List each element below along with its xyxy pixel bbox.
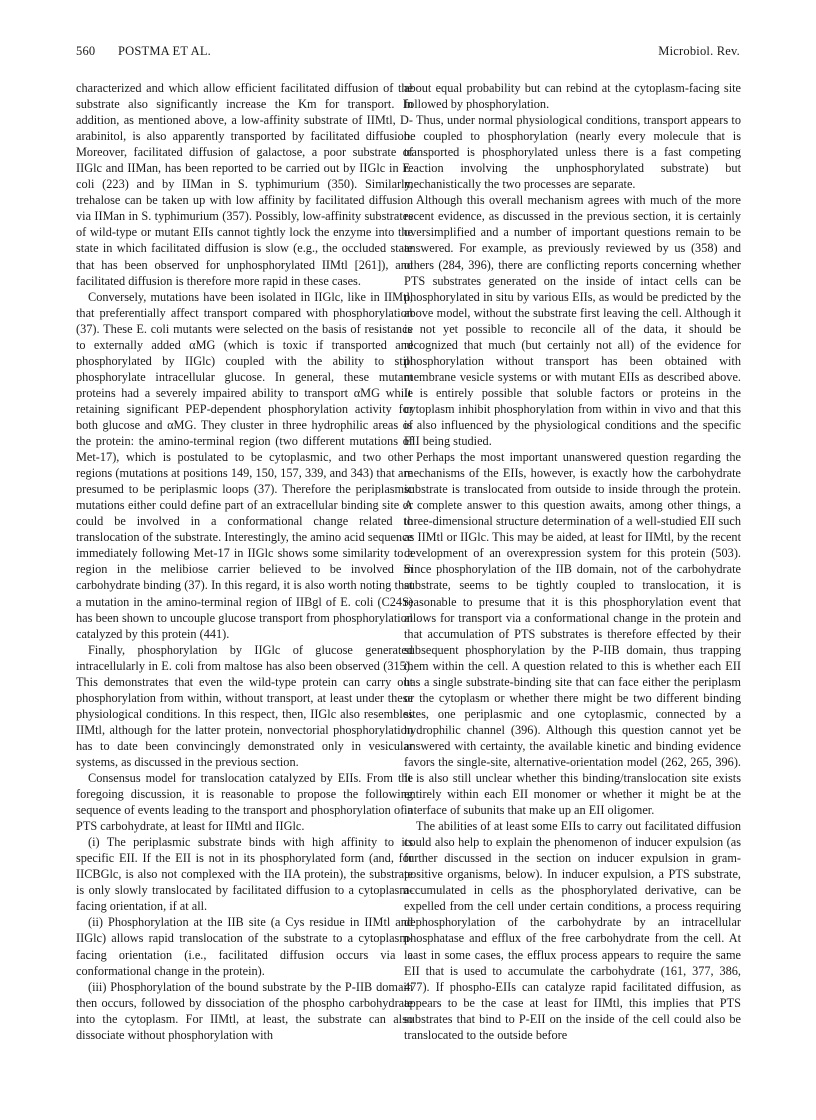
paragraph-consensus-model: Consensus model for translocation catalyzed by EIIs. From the foregoing discussion, it is reasonable to propose the following sequence of events leading to the transport and phosphorylation of a PTS carbohydrate, at least for IIMtl and IIGlc. bbox=[76, 771, 413, 834]
list-item-step-ii: (ii) Phosphorylation at the IIB site (a Cys residue in IIMtl and IIGlc) allows rapid translocation of the substrate to a cytoplasm-facing orientation (i.e., facilitated diffusion occurs via a conformational change in the protein). bbox=[76, 915, 413, 978]
list-item-step-i: (i) The periplasmic substrate binds with high affinity to its specific EII. If the EII is not in its phosphorylated form (and, for IICBGlc, is also not complexed with the IIA protein), the substrate is only slowly translocated by facilitated diffusion to a cytoplasm-facing orientation, if at all. bbox=[76, 835, 413, 914]
paragraph: Thus, under normal physiological conditions, transport appears to be coupled to phosphorylation (nearly every molecule that is transported is phosphorylated unless there is a fast competing reaction involving the unphosphorylated substrate) but mechanistically the two processes are separate. bbox=[404, 113, 741, 192]
running-authors: POSTMA ET AL. bbox=[118, 44, 212, 58]
page-number: 560 bbox=[76, 44, 96, 58]
paragraph: Although this overall mechanism agrees with much of the more recent evidence, as discussed in the previous section, it is certainly oversimplified and a number of important questions remain to be answered. For example, as previously reviewed by us (358) and others (284, 396), there are conflicting reports concerning whether PTS substrates generated on the inside of intact cells can be phosphorylated in situ by various EIIs, as would be predicted by the above model, without the substrate first leaving the cell. Although it is not yet possible to reconcile all of the data, it should be recognized that much (but certainly not all) of the evidence for phosphorylation without transport has been obtained with membrane vesicle systems or with mutant EIIs as described above. It is entirely possible that soluble factors or proteins in the cytoplasm inhibit phosphorylation from within in vivo and that this is also influenced by the physiological conditions and the specific EII being studied. bbox=[404, 193, 741, 449]
paragraph: Finally, phosphorylation by IIGlc of glucose generated intracellularly in E. coli from maltose has also been observed (315). This demonstrates that even the wild-type protein can carry out phosphorylation from within, without transport, at least under these physiological conditions. In this respect, then, IIGlc also resembles IIMtl, although for the latter protein, nonvectorial phosphorylation has to date been convincingly demonstrated only in vesicular systems, as discussed in the previous section. bbox=[76, 642, 413, 769]
paragraph: The abilities of at least some EIIs to carry out facilitated diffusion could also help to explain the phenomenon of inducer expulsion (as further discussed in the section on inducer expulsion in gram-positive organisms, below). In inducer expulsion, a PTS substrate, accumulated in cells as the phosphorylated derivative, can be expelled from the cell under certain conditions, a process requiring dephosphorylation of the carbohydrate by an intracellular phosphatase and efflux of the free carbohydrate from the cell. At least in some cases, the efflux process appears to require the same EII that is used to accumulate the carbohydrate (161, 377, 386, 477). If phospho-EIIs can catalyze rapid facilitated diffusion, as appears to be the case at least for IIMtl, this implies that PTS substrates that bind to P-EII on the inside of the cell could also be translocated to the outside before bbox=[404, 819, 741, 1042]
left-column bbox=[76, 80, 413, 1043]
paragraph: about equal probability but can rebind at the cytoplasm-facing site followed by phosphorylation. bbox=[404, 81, 741, 112]
paragraph: Perhaps the most important unanswered question regarding the mechanisms of the EIIs, however, is exactly how the carbohydrate substrate is translocated from outside to inside through the protein. A complete answer to this question awaits, among other things, a three-dimensional structure determination of a well-studied EII such as IIMtl or IIGlc. This may be aided, at least for IIMtl, by the recent development of an overexpression system for this protein (503). Since phosphorylation of the IIB domain, not of the carbohydrate substrate, seems to be tightly coupled to translocation, it is reasonable to presume that it is this phosphorylation event that allows for transport via a conformational change in the protein and that accumulation of PTS substrates is therefore effected by their subsequent phosphorylation by the P-IIB domain, thus trapping them within the cell. A question related to this is whether each EII has a single substrate-binding site that can face either the periplasm or the cytoplasm or whether there might be two different binding sites, one periplasmic and one cytoplasmic, connected by a hydrophilic channel (396). Although this question cannot yet be answered with certainty, the available kinetic and binding evidence favors the single-site, alternative-orientation model (262, 265, 396). It is also still unclear whether this binding/translocation site exists entirely within each EII monomer or whether it might be at the interface of subunits that make up an EII oligomer. bbox=[404, 450, 741, 818]
paragraph: Conversely, mutations have been isolated in IIGlc, like in IIMtl, that preferentially affect transport compared with phosphorylation (37). These E. coli mutants were selected on the basis of resistance to externally added αMG (which is toxic if transported and phosphorylated by IIGlc) coupled with the ability to still phosphorylate intracellular glucose. In general, these mutant proteins had a severely impaired ability to transport αMG while retaining significant PEP-dependent phosphorylation activity for both glucose and αMG. They cluster in three hydrophilic areas of the protein: the amino-terminal region (two different mutations of Met-17), which is postulated to be cytoplasmic, and two other regions (mutations at positions 149, 150, 157, 339, and 343) that are presumed to be periplasmic loops (37). Therefore the periplasmic mutations either could define part of an extracellular binding site or could be involved in a conformational change related to translocation of the substrate. Interestingly, the amino acid sequence immediately following Met-17 in IIGlc shows some similarity to a region in the melibiose carrier believed to be involved in carbohydrate binding (37). In this regard, it is also worth noting that a mutation in the amino-terminal region of IIBgl of E. coli (C24S) has been shown to uncouple glucose transport from phosphorylation catalyzed by this protein (441). bbox=[76, 289, 413, 641]
paragraph: characterized and which allow efficient facilitated diffusion of the substrate also significantly increase the Km for transport. In addition, as mentioned above, a low-affinity substrate of IIMtl, D-arabinitol, is also apparently transported by facilitated diffusion. Moreover, facilitated diffusion of galactose, a poor substrate of IIGlc and IIMan, has been reported to be carried out by IIGlc in E. coli (223) and by IIMan in S. typhimurium (350). Similarly, trehalose can be taken up with low affinity by facilitated diffusion via IIMan in S. typhimurium (357). Possibly, low-affinity substrates of wild-type or mutant EIIs cannot tightly lock the enzyme into the state in which facilitated diffusion is slow (e.g., the occluded state that has been observed for unphosphorylated IIMtl [261]), and facilitated diffusion is therefore more rapid in these cases. bbox=[76, 81, 413, 288]
running-header bbox=[76, 44, 740, 62]
list-item-step-iii: (iii) Phosphorylation of the bound substrate by the P-IIB domain then occurs, followed by dissociation of the phospho carbohydrate into the cytoplasm. For IIMtl, at least, the substrate can also dissociate without phosphorylation with bbox=[76, 979, 413, 1042]
right-column bbox=[404, 80, 741, 1043]
journal-name: Microbiol. Rev. bbox=[658, 44, 740, 58]
